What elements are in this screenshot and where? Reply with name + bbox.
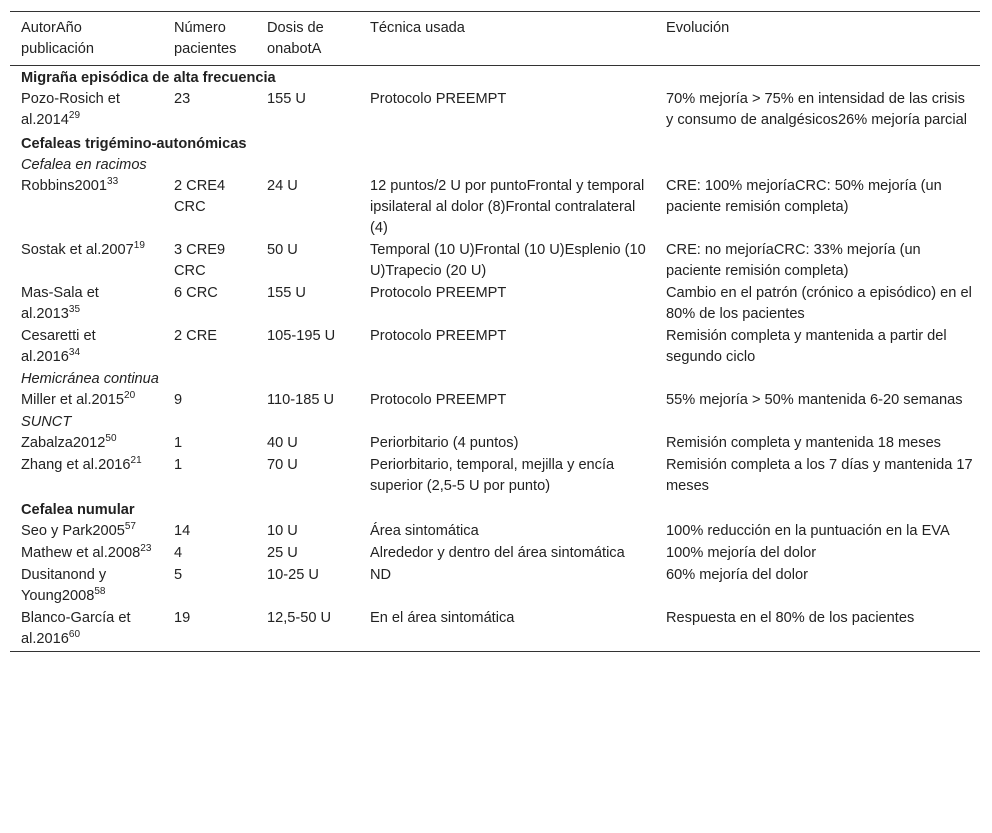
author-text: Dusitanond y Young2008 (21, 567, 107, 604)
cell-evolution: 70% mejoría > 75% en intensidad de las crisis y consumo de analgésicos26% mejoría parcial (666, 91, 967, 128)
author-text: Mas-Sala et al.2013 (21, 285, 99, 322)
cell-evolution: Remisión completa a los 7 días y mantenida 17 meses (666, 457, 973, 494)
cell-evolution: 60% mejoría del dolor (666, 567, 808, 583)
cell-technique: 12 puntos/2 U por puntoFrontal y temporal ipsilateral al dolor (8)Frontal contralateral (4) (370, 178, 645, 236)
header-author: AutorAño publicación (21, 20, 95, 57)
cell-patients: 2 CRE4 CRC (174, 178, 226, 215)
cell-patients: 19 (174, 610, 191, 626)
cell-dose: 25 U (267, 545, 298, 561)
subsection-header-row (10, 155, 980, 176)
table-row (10, 390, 980, 412)
cell-technique: Protocolo PREEMPT (370, 285, 507, 301)
section-label: Cefalea numular (21, 502, 135, 518)
author-text: Seo y Park2005 (21, 523, 125, 539)
cell-dose: 40 U (267, 435, 298, 451)
author-text: Zabalza2012 (21, 435, 106, 451)
cell-dose: 70 U (267, 457, 298, 473)
cell-patients: 3 CRE9 CRC (174, 242, 226, 279)
section-header-row (10, 66, 980, 90)
cell-technique: ND (370, 567, 392, 583)
cell-evolution: Remisión completa y mantenida a partir del segundo ciclo (666, 328, 947, 365)
cell-evolution: Respuesta en el 80% de los pacientes (666, 610, 915, 626)
reference-number: 34 (68, 347, 81, 359)
cell-author (10, 608, 163, 652)
author-text: Blanco-García et al.2016 (21, 610, 131, 647)
cell-patients: 14 (174, 523, 191, 539)
cell-patients: 9 (174, 392, 183, 408)
cell-patients: 6 CRC (174, 285, 218, 301)
cell-evolution: 55% mejoría > 50% mantenida 6-20 semanas (666, 392, 963, 408)
author-text: Pozo-Rosich et al.2014 (21, 91, 120, 128)
table-row (10, 565, 980, 608)
cell-technique: Periorbitario, temporal, mejilla y encía superior (2,5-5 U por punto) (370, 457, 615, 494)
header-patients: Número pacientes (174, 20, 237, 57)
cell-patients: 5 (174, 567, 183, 583)
table-body (10, 66, 980, 652)
author-text: Robbins2001 (21, 178, 108, 194)
cell-dose: 10 U (267, 523, 298, 539)
cell-technique: Área sintomática (370, 523, 479, 539)
reference-number: 33 (107, 176, 119, 188)
cell-patients: 1 (174, 457, 183, 473)
cell-author (10, 283, 163, 326)
subsection-header-row (10, 412, 980, 433)
cell-patients: 4 (174, 545, 183, 561)
cell-author (10, 240, 163, 283)
author-text: Mathew et al.2008 (21, 545, 141, 561)
subsection-label: Cefalea en racimos (21, 157, 147, 173)
table-row (10, 240, 980, 283)
cell-patients: 2 CRE (174, 328, 217, 344)
table-row (10, 326, 980, 369)
author-text: Sostak et al.2007 (21, 242, 134, 258)
cell-dose: 10-25 U (267, 567, 319, 583)
header-dose: Dosis de onabotA (267, 20, 324, 57)
table-row (10, 521, 980, 543)
header-evolution: Evolución (666, 20, 730, 36)
table-row (10, 608, 980, 652)
cell-author (10, 565, 163, 608)
section-header-row (10, 132, 980, 155)
cell-evolution: 100% mejoría del dolor (666, 545, 817, 561)
subsection-header-row (10, 369, 980, 390)
author-text: Zhang et al.2016 (21, 457, 131, 473)
cell-technique: Temporal (10 U)Frontal (10 U)Esplenio (10 U)Trapecio (20 U) (370, 242, 646, 279)
cell-technique: Protocolo PREEMPT (370, 91, 507, 107)
cell-dose: 105-195 U (267, 328, 336, 344)
cell-evolution: 100% reducción en la puntuación en la EVA (666, 523, 950, 539)
cell-dose: 24 U (267, 178, 298, 194)
subsection-label: SUNCT (21, 414, 72, 430)
cell-evolution: CRE: no mejoríaCRC: 33% mejoría (un paciente remisión completa) (666, 242, 921, 279)
table-row (10, 543, 980, 565)
author-text: Miller et al.2015 (21, 392, 125, 408)
cell-author (10, 521, 163, 543)
author-text: Cesaretti et al.2016 (21, 328, 96, 365)
cell-author (10, 326, 163, 369)
botox-headache-studies-table (10, 11, 980, 652)
cell-dose: 50 U (267, 242, 298, 258)
cell-evolution: Cambio en el patrón (crónico a episódico) en el 80% de los pacientes (666, 285, 972, 322)
table-row (10, 455, 980, 498)
table-row (10, 433, 980, 455)
cell-dose: 110-185 U (267, 392, 335, 408)
cell-patients: 1 (174, 435, 183, 451)
cell-author (10, 433, 163, 455)
cell-patients: 23 (174, 91, 191, 107)
cell-technique: Periorbitario (4 puntos) (370, 435, 519, 451)
section-label: Cefaleas trigémino-autonómicas (21, 136, 247, 152)
cell-evolution: CRE: 100% mejoríaCRC: 50% mejoría (un paciente remisión completa) (666, 178, 942, 215)
cell-author (10, 176, 163, 240)
reference-number: 35 (68, 304, 81, 316)
section-header-row (10, 498, 980, 521)
reference-number: 23 (140, 543, 152, 555)
cell-dose: 155 U (267, 91, 306, 107)
cell-author (10, 89, 163, 132)
reference-number: 57 (124, 521, 136, 533)
cell-dose: 12,5-50 U (267, 610, 332, 626)
reference-number: 19 (133, 240, 145, 252)
cell-author (10, 543, 163, 565)
reference-number: 58 (94, 586, 106, 598)
reference-number: 50 (105, 433, 117, 445)
cell-technique: Alrededor y dentro del área sintomática (370, 545, 625, 561)
cell-author (10, 455, 163, 498)
reference-number: 60 (68, 629, 81, 641)
table-row (10, 176, 980, 240)
subsection-label: Hemicránea continua (21, 371, 159, 387)
cell-technique: En el área sintomática (370, 610, 515, 626)
table-row (10, 283, 980, 326)
reference-number: 29 (68, 110, 81, 122)
header-technique: Técnica usada (370, 20, 465, 36)
reference-number: 21 (130, 455, 142, 467)
cell-evolution: Remisión completa y mantenida 18 meses (666, 435, 941, 451)
cell-dose: 155 U (267, 285, 306, 301)
header-row (10, 12, 980, 66)
table-row (10, 89, 980, 132)
cell-author (10, 390, 163, 412)
cell-technique: Protocolo PREEMPT (370, 392, 507, 408)
reference-number: 20 (124, 390, 136, 402)
cell-technique: Protocolo PREEMPT (370, 328, 507, 344)
section-label: Migraña episódica de alta frecuencia (21, 70, 276, 86)
